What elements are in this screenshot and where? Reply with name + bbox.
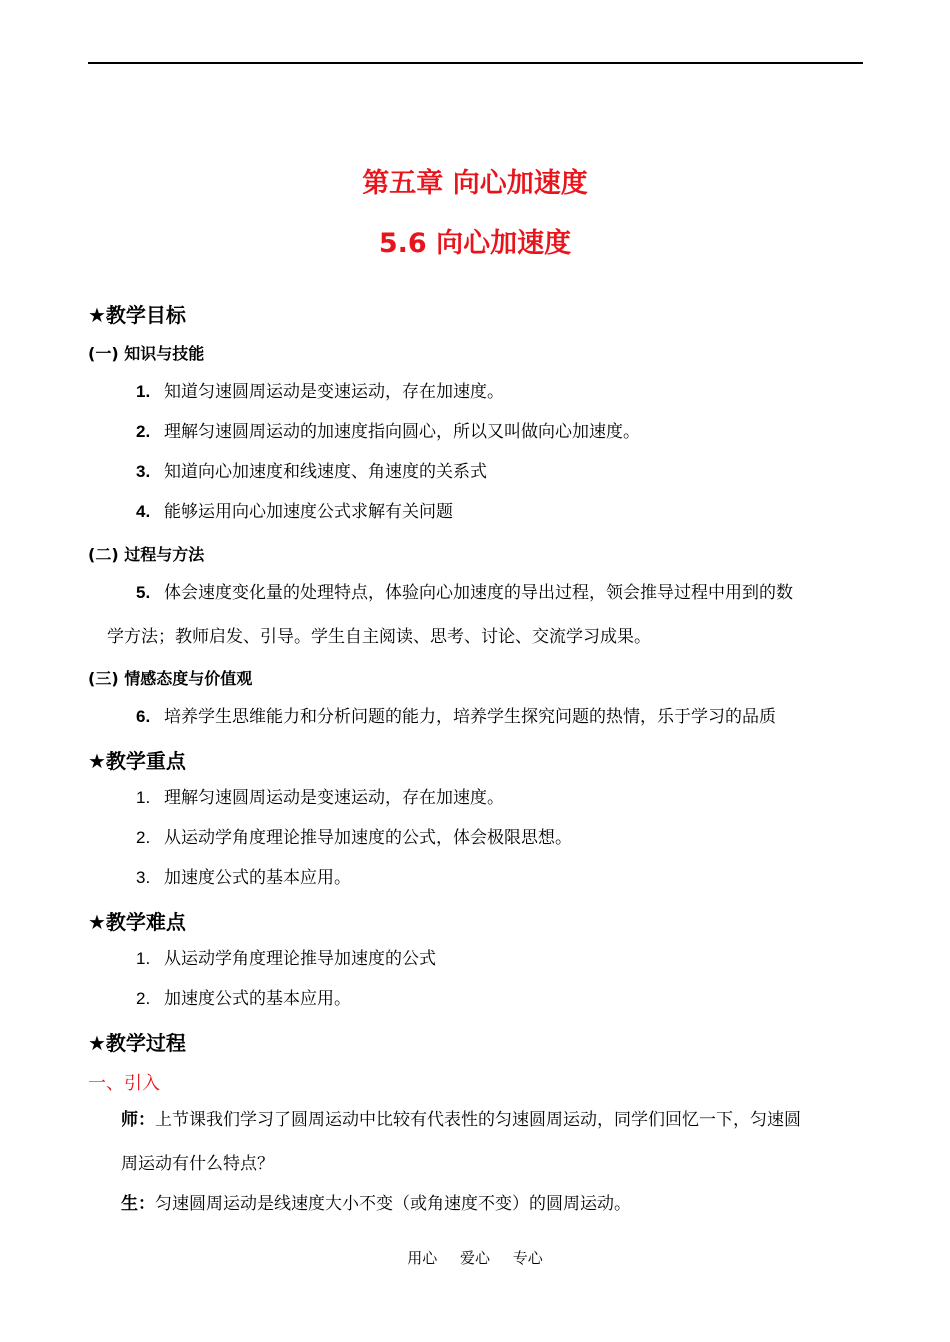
speaker-label: 师：	[121, 1110, 155, 1130]
dialog-line	[121, 1098, 864, 1186]
list-number: 1.	[136, 788, 151, 807]
list-number: 5.	[136, 583, 151, 602]
list-item	[136, 410, 864, 454]
list-text: 从运动学角度理论推导加速度的公式	[164, 949, 436, 969]
list-item	[136, 370, 864, 414]
list-text: 知道匀速圆周运动是变速运动，存在加速度。	[164, 382, 504, 402]
list-item	[136, 937, 864, 981]
objective-group-label: (二) 过程与方法	[88, 545, 205, 564]
list-number: 1.	[136, 949, 151, 968]
objectives-heading: ★教学目标	[88, 303, 186, 327]
dialog-text-continued: 周运动有什么特点？	[121, 1154, 274, 1174]
list-item	[136, 816, 864, 860]
list-item	[136, 695, 864, 739]
list-item	[136, 776, 864, 820]
list-number: 4.	[136, 502, 151, 521]
list-item	[136, 450, 864, 494]
process-heading: ★教学过程	[88, 1031, 186, 1055]
chapter-title: 第五章 向心加速度	[362, 168, 588, 199]
key-points-heading: ★教学重点	[88, 749, 186, 773]
list-number: 2.	[136, 828, 151, 847]
list-text: 体会速度变化量的处理特点，体验向心加速度的导出过程，领会推导过程中用到的数	[164, 583, 793, 603]
list-item	[136, 490, 864, 534]
speaker-label: 生：	[121, 1194, 155, 1214]
list-item	[136, 977, 864, 1021]
list-number: 3.	[136, 868, 151, 887]
list-item	[136, 856, 864, 900]
list-text: 培养学生思维能力和分析问题的能力，培养学生探究问题的热情，乐于学习的品质	[164, 707, 776, 727]
footer-text: 专心	[512, 1249, 543, 1267]
dialog-text: 上节课我们学习了圆周运动中比较有代表性的匀速圆周运动，同学们回忆一下，匀速圆	[155, 1110, 801, 1130]
section-heading-intro: 一、引入	[88, 1073, 160, 1094]
list-text: 加速度公式的基本应用。	[164, 989, 351, 1009]
dialog-line	[121, 1182, 864, 1226]
list-number: 1.	[136, 382, 151, 401]
list-text-continued: 学方法；教师启发、引导。学生自主阅读、思考、讨论、交流学习成果。	[107, 627, 651, 647]
objective-group-label: (三) 情感态度与价值观	[88, 669, 253, 688]
page-footer	[0, 1247, 950, 1268]
footer-text: 爱心	[459, 1249, 490, 1267]
list-text: 能够运用向心加速度公式求解有关问题	[164, 502, 453, 522]
list-number: 2.	[136, 989, 151, 1008]
list-text: 知道向心加速度和线速度、角速度的关系式	[164, 462, 487, 482]
list-number: 2.	[136, 422, 151, 441]
list-text: 理解匀速圆周运动的加速度指向圆心，所以又叫做向心加速度。	[164, 422, 640, 442]
header-rule	[88, 62, 863, 64]
list-text: 从运动学角度理论推导加速度的公式，体会极限思想。	[164, 828, 572, 848]
footer-text: 用心	[407, 1249, 438, 1267]
list-text: 理解匀速圆周运动是变速运动，存在加速度。	[164, 788, 504, 808]
list-number: 3.	[136, 462, 151, 481]
dialog-text: 匀速圆周运动是线速度大小不变（或角速度不变）的圆周运动。	[155, 1194, 631, 1214]
section-title: 5.6 向心加速度	[378, 228, 572, 259]
objective-group-label: (一) 知识与技能	[88, 344, 205, 363]
difficulties-heading: ★教学难点	[88, 910, 186, 934]
list-item	[107, 571, 864, 659]
list-number: 6.	[136, 707, 151, 726]
list-text: 加速度公式的基本应用。	[164, 868, 351, 888]
